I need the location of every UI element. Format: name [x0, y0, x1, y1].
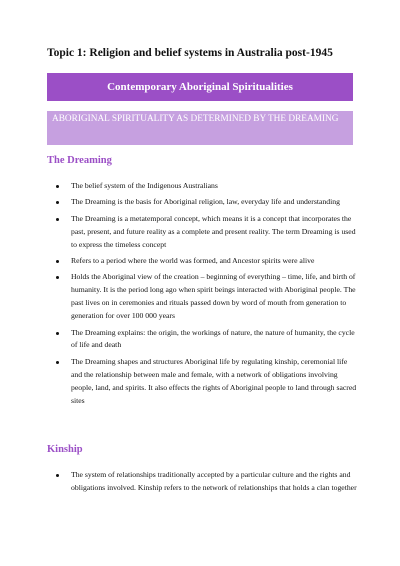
list-item: [47, 213, 357, 252]
bullet-icon: [56, 276, 59, 279]
page-title: Topic 1: Religion and belief systems in Australia post-1945: [47, 47, 333, 59]
bullet-icon: [56, 332, 59, 335]
section-subbanner: ABORIGINAL SPIRITUALITY AS DETERMINED BY THE DREAMING: [47, 111, 353, 145]
list-item-text: The Dreaming explains: the origin, the workings of nature, the nature of humanity, the cycle of life and death: [71, 327, 355, 350]
list-item: [47, 356, 357, 408]
list-item: [47, 196, 357, 209]
list-item-text: Refers to a period where the world was formed, and Ancestor spirits were alive: [71, 256, 315, 266]
list-item: [47, 469, 357, 495]
bullet-icon: [56, 185, 59, 188]
bullet-icon: [56, 361, 59, 364]
dreaming-heading: The Dreaming: [47, 155, 112, 166]
list-item-text: The system of relationships traditionally accepted by a particular culture and the rights and obligations involved. Kinship refers to the network of relationships that holds a clan together: [71, 470, 357, 492]
dreaming-bullet-list: [47, 180, 357, 411]
list-item: [47, 180, 357, 193]
kinship-bullet-list: [47, 469, 357, 498]
list-item: [47, 327, 357, 353]
topic-banner: Contemporary Aboriginal Spiritualities: [47, 73, 353, 101]
list-item: [47, 255, 357, 268]
list-item-text: The Dreaming shapes and structures Aboriginal life by regulating kinship, ceremonial life and the relationship between male and female, with a network of obligations involving people, land, and spirits. It also effects the rights of Aboriginal people to land through sacred sites: [71, 356, 357, 405]
kinship-heading: Kinship: [47, 444, 83, 455]
bullet-icon: [56, 260, 59, 263]
bullet-icon: [56, 218, 59, 221]
list-item-text: The Dreaming is the basis for Aboriginal religion, law, everyday life and understanding: [71, 197, 340, 207]
list-item-text: The belief system of the Indigenous Australians: [71, 181, 218, 190]
list-item: [47, 271, 357, 323]
list-item-text: Holds the Aboriginal view of the creation – beginning of everything – time, life, and birth of humanity. It is the period long ago when spirit beings interacted with Aboriginal people. The past lives on in ceremonies and rituals passed down by word of mouth from generation to generation for over 100 000 years: [71, 272, 356, 321]
list-item-text: The Dreaming is a metatemporal concept, which means it is a concept that incorporates the past, present, and future reality as a complete and present reality. The term Dreaming is used to express the timeless concept: [71, 213, 356, 249]
bullet-icon: [56, 201, 59, 204]
bullet-icon: [56, 474, 59, 477]
